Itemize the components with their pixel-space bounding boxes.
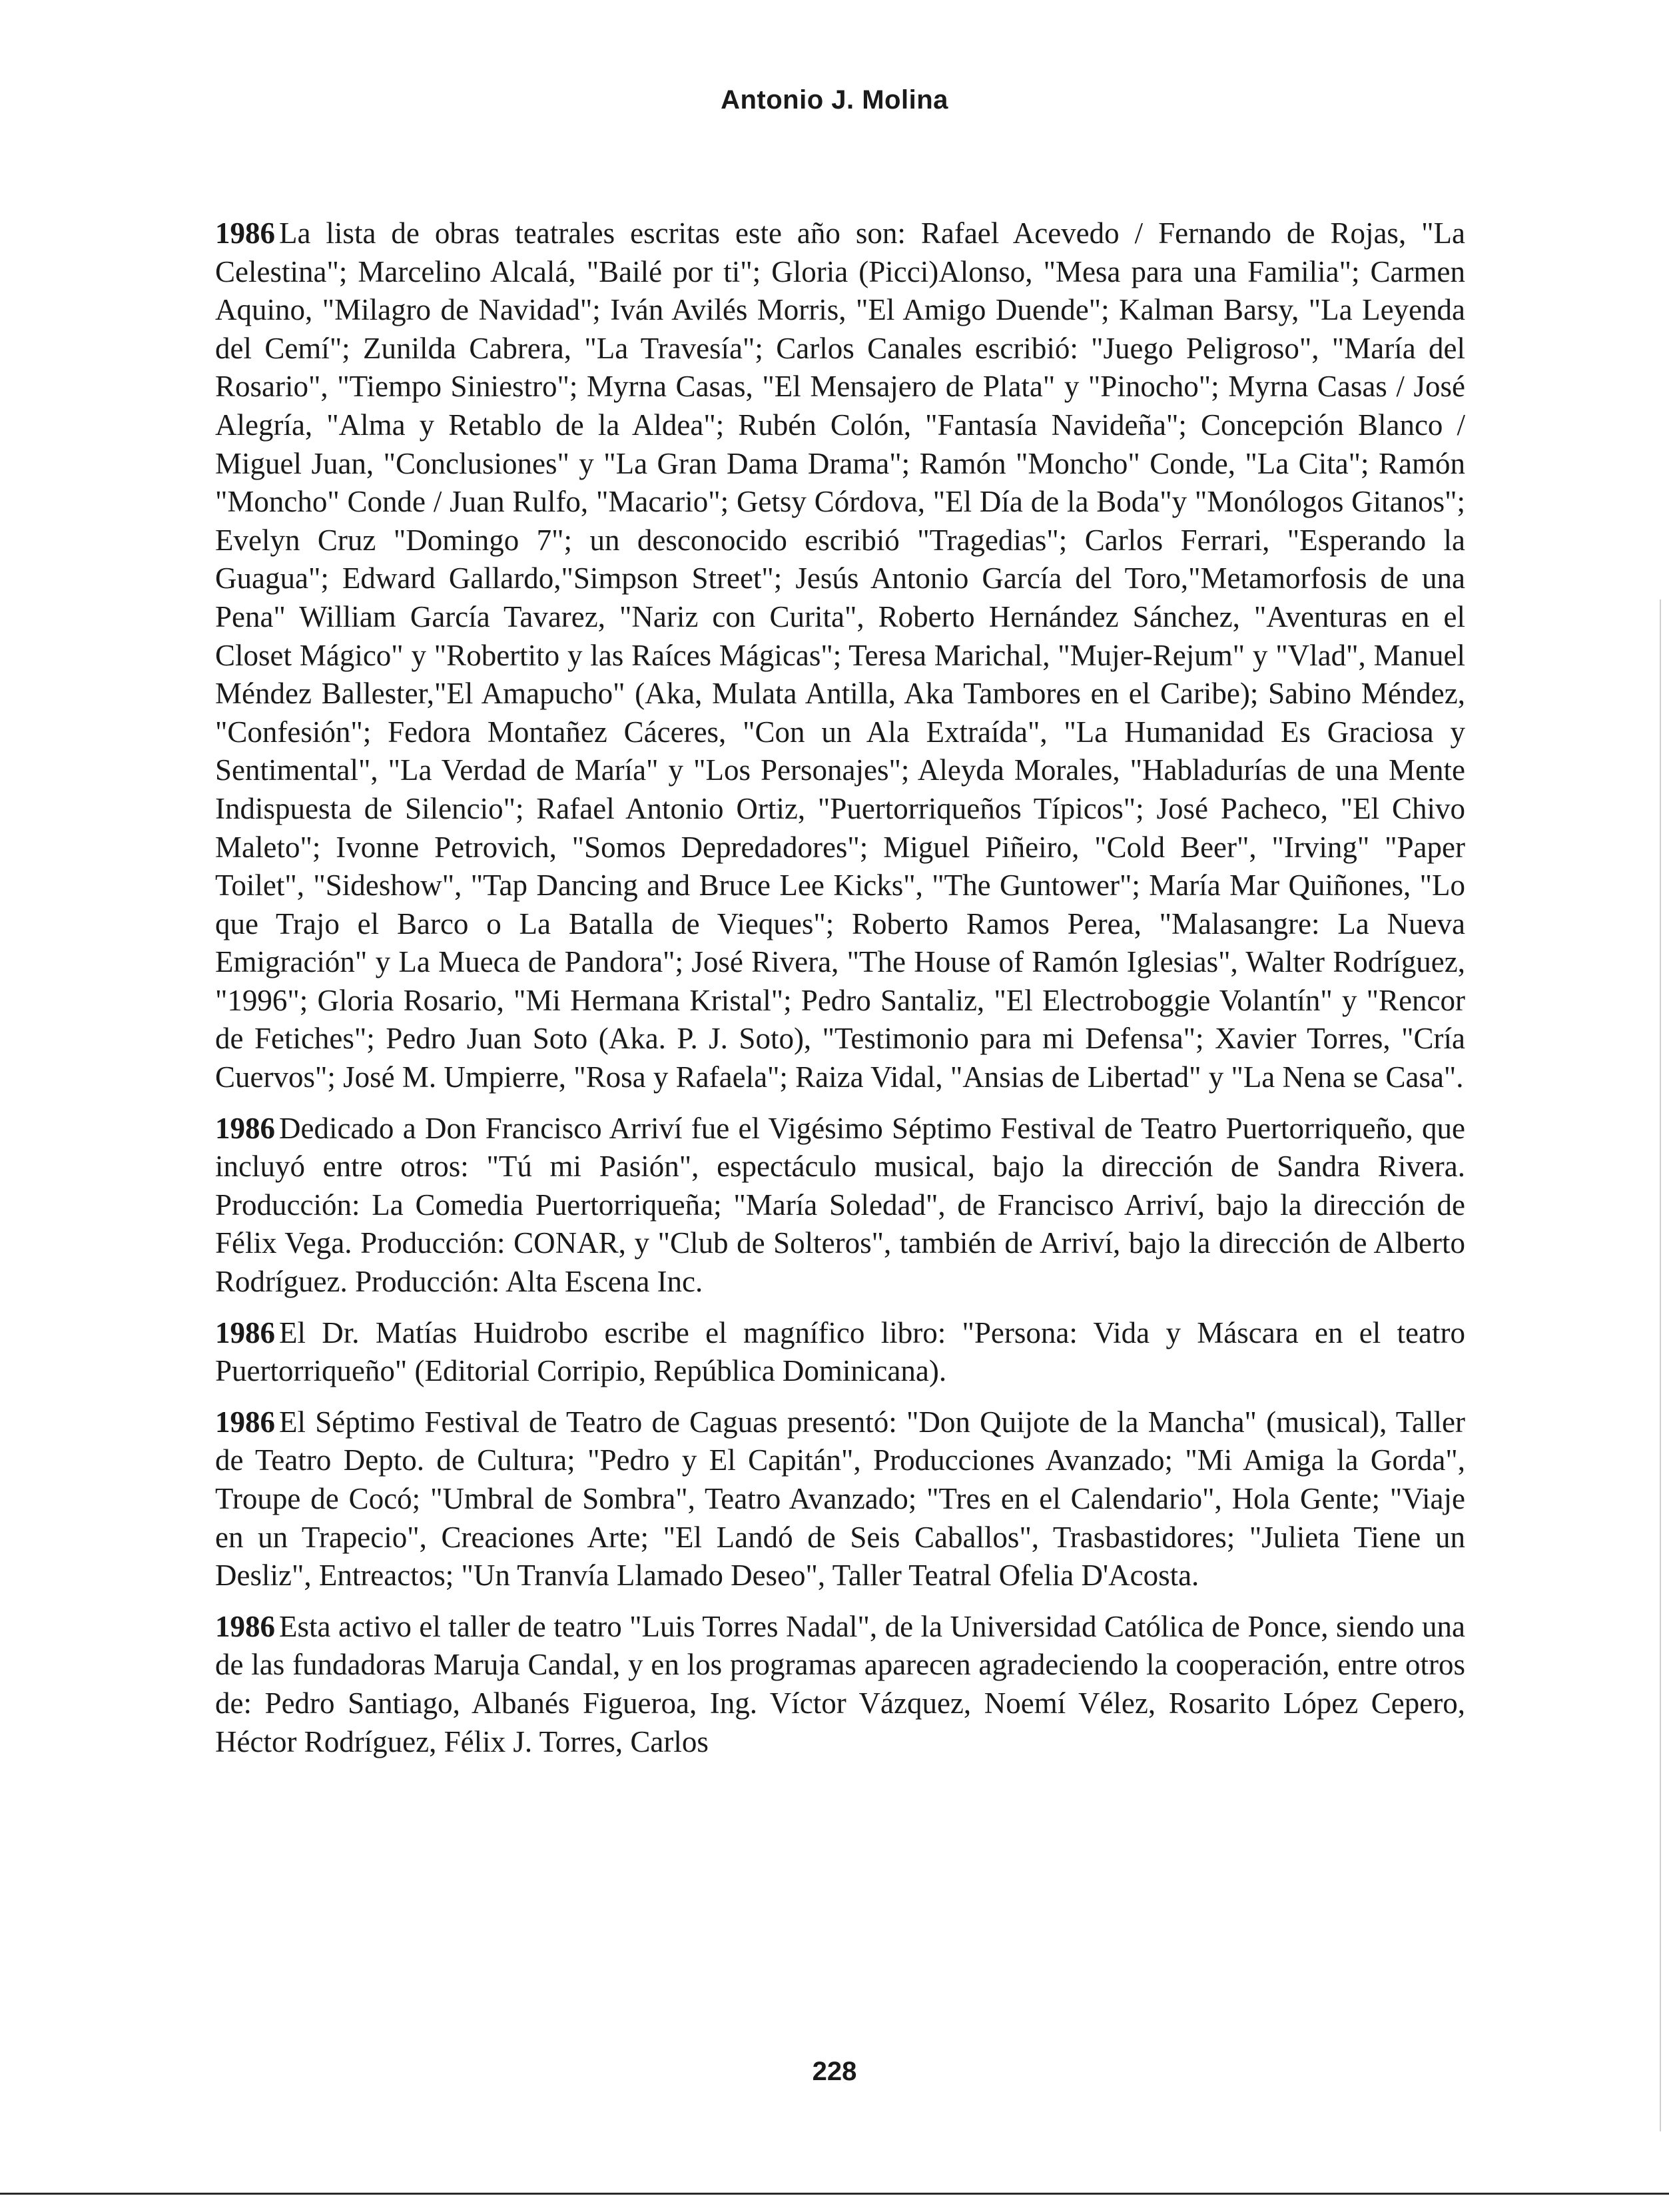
entry-text: La lista de obras teatrales escritas este año son: Rafael Acevedo / Fernando de Rojas, "La Celestina"; Marcelino Alcalá, "Bailé por ti"; Gloria (Picci)Alonso, "Mesa para una Familia"; Carmen Aquino, "Milagro de Navidad"; Iván Avilés Morris, "El Amigo Duende"; Kalman Barsy, "La Leyenda del Cemí"; Zunilda Cabrera, "La Travesía"; Carlos Canales escribió: "Juego Peligroso", "María del Rosario", "Tiempo Siniestro"; Myrna Casas, "El Mensajero de Plata" y "Pinocho"; Myrna Casas / José Alegría, "Alma y Retablo de la Aldea"; Rubén Colón, "Fantasía Navideña"; Concepción Blanco / Miguel Juan, "Conclusiones" y "La Gran Dama Drama"; Ramón "Moncho" Conde, "La Cita"; Ramón "Moncho" Conde / Juan Rulfo, "Macario"; Getsy Córdova, "El Día de la Boda"y "Monólogos Gitanos"; Evelyn Cruz "Domingo 7"; un desconocido escribió "Tragedias"; Carlos Ferrari, "Esperando la Guagua"; Edward Gallardo,"Simpson Street"; Jesús Antonio García del Toro,"Metamorfosis de una Pena" William García Tavarez, "Nariz con Curita", Roberto Hernández Sánchez, "Aventuras en el Closet Mágico" y "Robertito y las Raíces Mágicas"; Teresa Marichal, "Mujer-Rejum" y "Vlad", Manuel Méndez Ballester,"El Amapucho" (Aka, Mulata Antilla, Aka Tambores en el Caribe); Sabino Méndez, "Confesión"; Fedora Montañez Cáceres, "Con un Ala Extraída", "La Humanidad Es Graciosa y Sentimental", "La Verdad de María" y "Los Personajes"; Aleyda Morales, "Habladurías de una Mente Indispuesta de Silencio"; Rafael Antonio Ortiz, "Puertorriqueños Típicos"; José Pacheco, "El Chivo Maleto"; Ivonne Petrovich, "Somos Depredadores"; Miguel Piñeiro, "Cold Beer", "Irving" "Paper Toilet", "Sideshow", "Tap Dancing and Bruce Lee Kicks", "The Guntower"; María Mar Quiñones, "Lo que Trajo el Barco o La Batalla de Vieques"; Roberto Ramos Perea, "Malasangre: La Nueva Emigración" y La Mueca de Pandora"; José Rivera, "The House of Ramón Iglesias", Walter Rodríguez, "1996"; Gloria Rosario, "Mi Hermana Kristal"; Pedro Santaliz, "El Electroboggie Volantín" y "Rencor de Fetiches"; Pedro Juan Soto (Aka. P. J. Soto), "Testimonio para mi Defensa"; Xavier Torres, "Cría Cuervos"; José M. Umpierre, "Rosa y Rafaela"; Raiza Vidal, "Ansias de Libertad" y "La Nena se Casa". bbox=[215, 216, 1465, 1094]
page-number: 228 bbox=[812, 2057, 857, 2086]
bottom-rule bbox=[0, 2193, 1669, 2195]
entry-text: El Dr. Matías Huidrobo escribe el magnífico libro: "Persona: Vida y Máscara en el teatro Puertorriqueño" (Editorial Corripio, República Dominicana). bbox=[215, 1315, 1465, 1388]
entry-text: El Séptimo Festival de Teatro de Caguas presentó: "Don Quijote de la Mancha" (musical), Taller de Teatro Depto. de Cultura; "Pedro y El Capitán", Producciones Avanzado; "Mi Amiga la Gorda", Troupe de Cocó; "Umbral de Sombra", Teatro Avanzado; "Tres en el Calendario", Hola Gente; "Viaje en un Trapecio", Creaciones Arte; "El Landó de Seis Caballos", Trasbastidores; "Julieta Tiene un Desliz", Entreactos; "Un Tranvía Llamado Deseo", Taller Teatral Ofelia D'Acosta. bbox=[215, 1405, 1465, 1593]
scan-edge-line bbox=[1660, 599, 1661, 2131]
entry-1986-huidrobo-book bbox=[215, 1314, 1465, 1391]
entry-1986-festival-arrivi bbox=[215, 1110, 1465, 1301]
entry-year: 1986 bbox=[215, 1315, 275, 1349]
entry-1986-taller-luis-torres-nadal bbox=[215, 1608, 1465, 1761]
page-body bbox=[215, 214, 1465, 1774]
entry-year: 1986 bbox=[215, 1609, 275, 1643]
entry-year: 1986 bbox=[215, 1405, 275, 1439]
entry-1986-festival-caguas bbox=[215, 1403, 1465, 1595]
entry-1986-plays-list bbox=[215, 214, 1465, 1097]
entry-year: 1986 bbox=[215, 1111, 275, 1145]
running-header: Antonio J. Molina bbox=[721, 85, 948, 115]
entry-text: Esta activo el taller de teatro "Luis Torres Nadal", de la Universidad Católica de Ponce, siendo una de las fundadoras Maruja Candal, y en los programas aparecen agradeciendo la cooperación, entre otros de: Pedro Santiago, Albanés Figueroa, Ing. Víctor Vázquez, Noemí Vélez, Rosarito López Cepero, Héctor Rodríguez, Félix J. Torres, Carlos bbox=[215, 1609, 1465, 1758]
entry-year: 1986 bbox=[215, 216, 275, 250]
entry-text: Dedicado a Don Francisco Arriví fue el Vigésimo Séptimo Festival de Teatro Puertorriqueño, que incluyó entre otros: "Tú mi Pasión", espectáculo musical, bajo la dirección de Sandra Rivera. Producción: La Comedia Puertorriqueña; "María Soledad", de Francisco Arriví, bajo la dirección de Félix Vega. Producción: CONAR, y "Club de Solteros", también de Arriví, bajo la dirección de Alberto Rodríguez. Producción: Alta Escena Inc. bbox=[215, 1111, 1465, 1299]
